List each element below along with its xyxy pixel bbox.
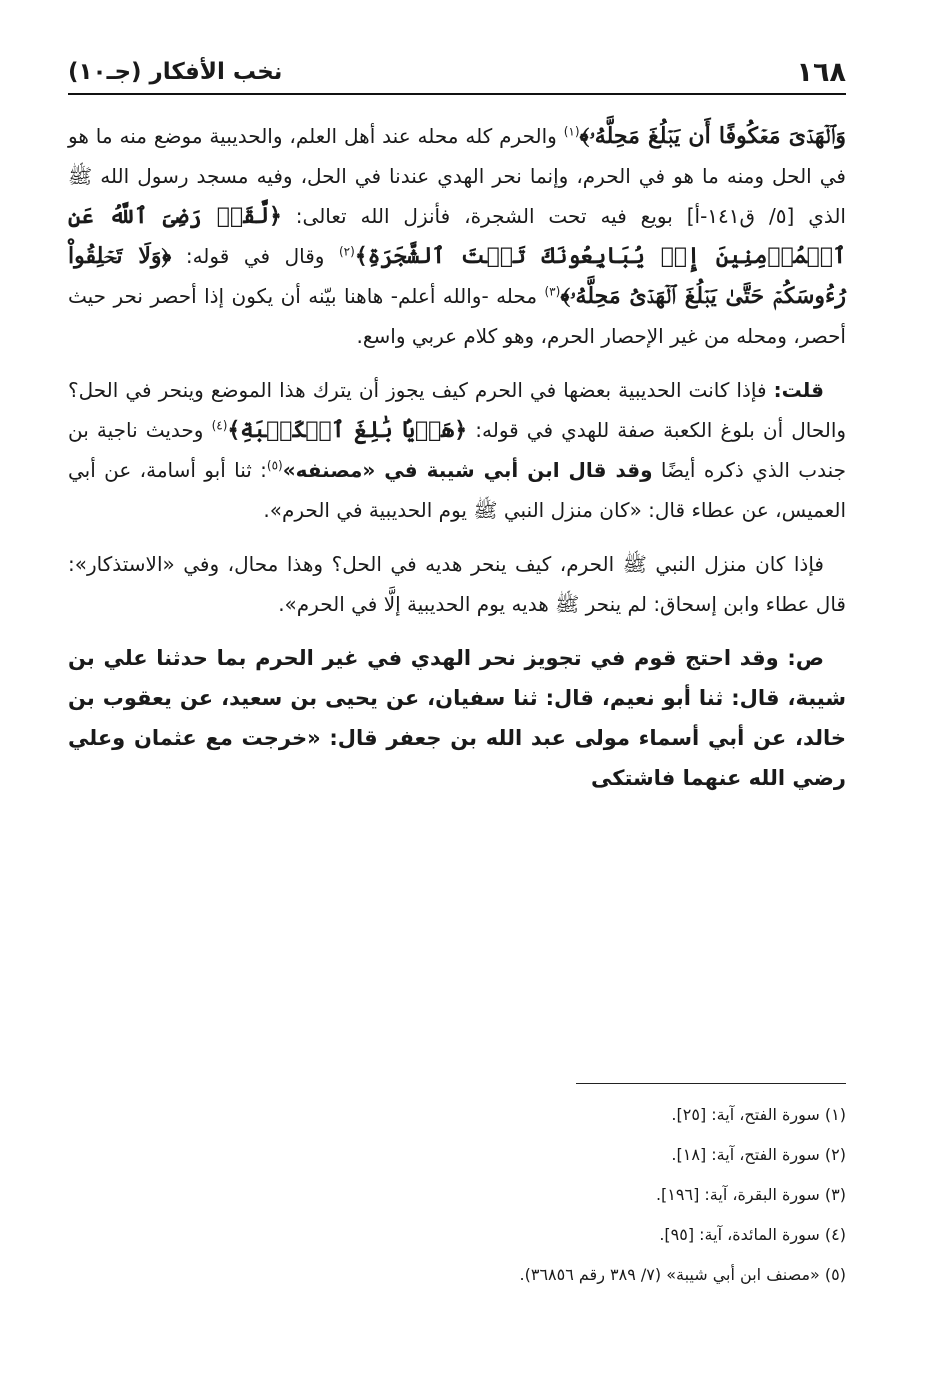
- page-number: ١٦٨: [796, 56, 846, 88]
- paragraph-text: فإذا كانت الحديبية بعضها في الحرم كيف يجوز أن يترك هذا الموضع وينحر في الحل؟ والحال أن بلوغ الكعبة صفة للهدي في قوله:: [68, 378, 847, 442]
- paragraph-4: [68, 638, 846, 798]
- footnote-3: (٣) سورة البقرة، آية: [١٩٦].: [655, 1185, 846, 1204]
- footnote-marker: (٢): [338, 244, 355, 259]
- paragraph-text: : ثنا أبو أسامة، عن أبي العميس، عن عطاء قال: «كان منزل النبي ﷺ يوم الحديبية في الحرم».: [68, 458, 846, 522]
- footnote-marker: (١): [563, 124, 580, 139]
- main-text: [68, 116, 846, 812]
- paragraph-text: فإذا كان منزل النبي ﷺ الحرم، كيف ينحر هديه في الحل؟ وهذا محال، وفي «الاستذكار»: قال عطاء وابن إسحاق: لم ينحر ﷺ هديه يوم الحديبية إلَّا في الحرم».: [68, 552, 846, 616]
- quran-verse: وَٱلۡهَدۡىَ مَعۡكُوفًا أَن يَبۡلُغَ مَحِلَّهُۥ﴾: [579, 123, 847, 149]
- footnote-4: (٤) سورة المائدة، آية: [٩٥].: [659, 1225, 846, 1244]
- paragraph-3: [68, 544, 846, 624]
- header-rule: [68, 93, 846, 95]
- book-title: نخب الأفكار (جـ١٠): [68, 59, 283, 85]
- footnote-1: (١) سورة الفتح، آية: [٢٥].: [671, 1105, 846, 1124]
- paragraph-text: والحرم كله محله عند أهل العلم، والحديبية موضع منه ما هو في الحل ومنه ما هو في الحرم، وإنما نحر الهدي عندنا في الحل، وفيه مسجد رسول الله ﷺ الذي [٥/ ق١٤١-أ] بويع فيه تحت الشجرة، فأنزل الله تعالى:: [68, 124, 846, 228]
- paragraph-text: وحديث ناجية بن جندب الذي ذكره أيضًا: [68, 418, 847, 482]
- footnote-rule: [576, 1083, 846, 1084]
- quran-verse: ﴿هَدۡيَۢا بَٰلِغَ ٱلۡكَعۡبَةِ﴾: [227, 417, 468, 443]
- paragraph-2: [68, 370, 846, 530]
- paragraph-1: [68, 116, 846, 356]
- footnote-marker: (٥): [266, 458, 283, 473]
- footnote-5: (٥) «مصنف ابن أبي شيبة» (٧/ ٣٨٩ رقم ٣٦٨٥٦).: [519, 1265, 846, 1284]
- paragraph-lead: قلت:: [773, 378, 825, 402]
- footnote-2: (٢) سورة الفتح، آية: [١٨].: [671, 1145, 846, 1164]
- footnotes: [68, 1095, 846, 1295]
- footnote-marker: (٣): [544, 284, 561, 299]
- paragraph-text: وقال في قوله:: [185, 244, 325, 268]
- paragraph-text: ص: وقد احتج قوم في تجويز نحر الهدي في غير الحرم بما حدثنا علي بن شيبة، قال: ثنا أبو نعيم، قال: ثنا سفيان، عن يحيى بن سعيد، عن يعقوب بن خالد، عن أبي أسماء مولى عبد الله بن جعفر قال: «خرجت مع عثمان وعلي رضي الله عنهما فاشتكى: [68, 646, 846, 790]
- paragraph-text: محله -والله أعلم- هاهنا بيّنه أن يكون إذا أحصر نحر حيث أحصر، ومحله من غير الإحصار الحرم، وهو كلام عربي واسع.: [68, 284, 846, 348]
- quoted-source: وقد قال ابن أبي شيبة في «مصنفه»: [282, 458, 653, 482]
- footnote-marker: (٤): [211, 418, 228, 433]
- quran-verse: ﴿لَّقَدۡ رَضِىَ ٱللَّهُ عَنِ ٱلۡمُؤۡمِنِينَ إِذۡ يُبَايِعُونَكَ تَحۡتَ ٱلشَّجَرَةِ﴾: [68, 203, 846, 269]
- quran-verse: ﴿وَلَا تَحۡلِقُواْ رُءُوسَكُمۡ حَتَّىٰ يَبۡلُغَ ٱلۡهَدۡىُ مَحِلَّهُۥ﴾: [68, 243, 847, 309]
- running-header: [68, 52, 846, 92]
